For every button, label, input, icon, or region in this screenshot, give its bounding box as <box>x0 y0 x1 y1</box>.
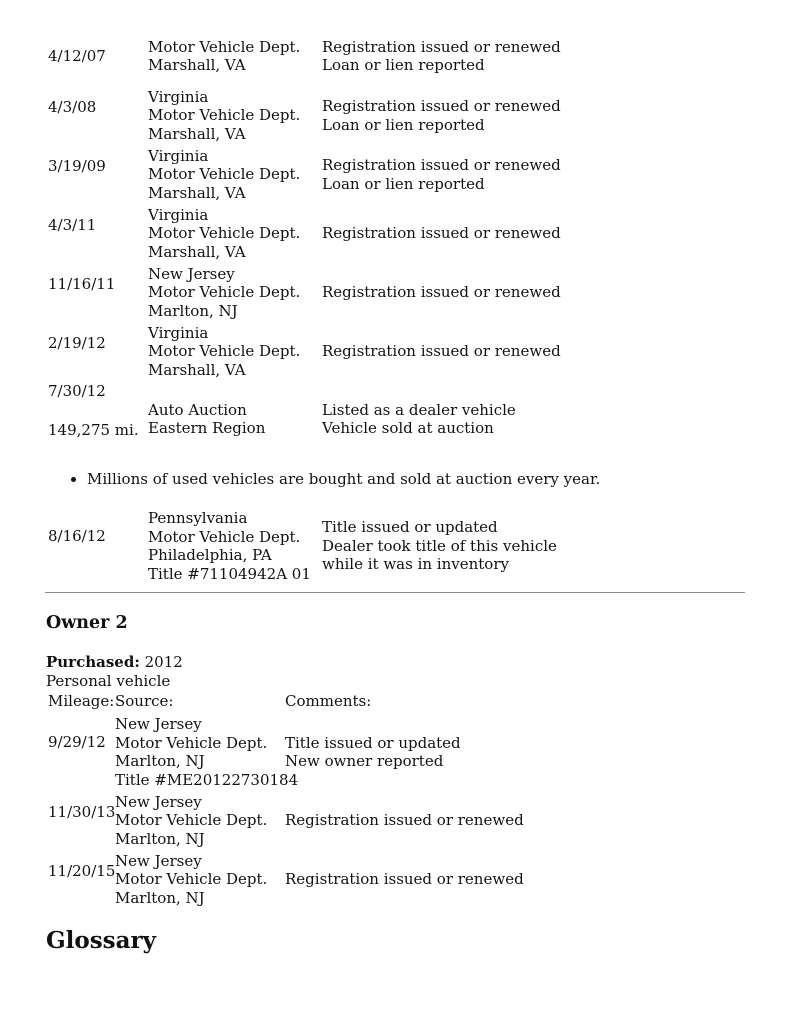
record-comments-cell <box>322 399 516 439</box>
record-date: 4/3/08 <box>48 97 97 116</box>
purchased-line <box>46 653 183 672</box>
source-line: Motor Vehicle Dept. <box>115 811 268 830</box>
source-line: Marshall, VA <box>148 124 246 143</box>
comment-line: Registration issued or renewed <box>322 97 561 115</box>
source-line: New Jersey <box>115 792 202 811</box>
comment-line: Vehicle sold at auction <box>322 419 494 437</box>
source-line: Motor Vehicle Dept. <box>115 733 268 752</box>
record-date: 9/29/12 <box>48 733 106 752</box>
record-source-cell <box>115 792 267 849</box>
record-source-cell <box>148 264 300 321</box>
record-date-cell <box>48 205 96 245</box>
record-comments-cell <box>322 146 561 203</box>
record-date: 4/12/07 <box>48 46 106 65</box>
history-record <box>0 323 791 380</box>
history-record <box>0 382 791 439</box>
auction-note: • Millions of used vehicles are bought and sold at auction every year. <box>87 470 600 489</box>
comment-line: New owner reported <box>285 752 444 770</box>
source-line: Motor Vehicle Dept. <box>148 37 301 56</box>
comment-line: Loan or lien reported <box>322 115 485 134</box>
record-date-cell <box>48 146 106 186</box>
comment-line: Loan or lien reported <box>322 56 485 74</box>
record-date: 3/19/09 <box>48 156 106 175</box>
source-line: Marlton, NJ <box>115 752 205 770</box>
source-line: Motor Vehicle Dept. <box>148 165 301 184</box>
record-source-cell <box>148 36 300 76</box>
comment-line: Registration issued or renewed <box>322 37 561 56</box>
record-date-cell <box>48 508 106 565</box>
source-line: Virginia <box>148 323 209 342</box>
record-date: 11/20/15 <box>48 861 116 880</box>
record-date: 4/3/11 <box>48 215 97 234</box>
source-line: Title #71104942A 01 <box>148 564 311 583</box>
record-source-cell <box>115 714 298 790</box>
comment-line: Registration issued or renewed <box>322 283 561 302</box>
source-line: Virginia <box>148 146 209 165</box>
record-comments-cell <box>322 264 561 321</box>
source-line: Pennsylvania <box>148 509 248 527</box>
record-comments-cell <box>285 792 524 849</box>
record-source-cell <box>148 323 300 380</box>
source-line: Motor Vehicle Dept. <box>148 342 301 361</box>
record-source-cell <box>115 851 267 908</box>
source-line: Motor Vehicle Dept. <box>148 283 301 302</box>
record-date-cell <box>48 264 115 304</box>
history-record <box>0 87 791 144</box>
source-line: Marshall, VA <box>148 360 246 379</box>
source-line: Marshall, VA <box>148 242 246 261</box>
record-comments-cell <box>285 851 524 908</box>
record-comments-cell <box>322 205 561 262</box>
mileage-column-header: Mileage: <box>48 692 115 710</box>
source-line: Auto Auction <box>148 400 247 419</box>
source-line: Eastern Region <box>148 419 266 437</box>
record-date-cell <box>48 851 115 891</box>
vehicle-use-type: Personal vehicle <box>46 672 171 690</box>
source-line: Virginia <box>148 205 209 224</box>
source-line: Marshall, VA <box>148 56 246 74</box>
history-record <box>0 714 791 790</box>
glossary-heading: Glossary <box>46 927 157 954</box>
record-comments-cell <box>322 36 561 76</box>
record-date: 2/19/12 <box>48 333 106 352</box>
source-line: New Jersey <box>115 851 202 870</box>
record-date: 8/16/12 <box>48 527 106 546</box>
section-divider <box>45 592 745 593</box>
comment-line: Registration issued or renewed <box>322 342 561 361</box>
record-date-cell <box>48 792 115 832</box>
record-date: 11/16/11 <box>48 274 116 293</box>
record-date-cell <box>48 36 106 76</box>
owner-2-heading: Owner 2 <box>46 613 128 633</box>
source-line: Motor Vehicle Dept. <box>115 870 268 889</box>
comment-line: Title issued or updated <box>285 733 461 752</box>
record-comments-cell <box>322 87 561 144</box>
source-line: Motor Vehicle Dept. <box>148 527 301 546</box>
comments-column-header: Comments: <box>285 692 372 710</box>
source-line: Marshall, VA <box>148 183 246 202</box>
purchased-label: Purchased: <box>46 653 140 671</box>
source-line: Marlton, NJ <box>148 301 238 320</box>
record-comments-cell <box>285 714 461 790</box>
source-line: Motor Vehicle Dept. <box>148 106 301 125</box>
record-source-cell <box>148 508 311 584</box>
record-comments-cell <box>322 323 561 380</box>
record-source-cell <box>148 399 265 439</box>
comment-line: Registration issued or renewed <box>322 156 561 174</box>
record-comments-cell <box>322 508 557 584</box>
history-record <box>0 146 791 203</box>
source-column-header: Source: <box>115 692 174 710</box>
record-mileage: 149,275 mi. <box>48 420 139 439</box>
record-date: 7/30/12 <box>48 382 106 400</box>
record-date: 11/30/13 <box>48 802 116 821</box>
comment-line: Loan or lien reported <box>322 174 485 193</box>
comment-line: while it was in inventory <box>322 555 509 574</box>
comment-line: Registration issued or renewed <box>285 870 524 889</box>
comment-line: Title issued or updated <box>322 518 498 537</box>
history-record <box>0 264 791 321</box>
record-source-cell <box>148 205 300 262</box>
record-source-cell <box>148 146 300 203</box>
history-record <box>0 205 791 262</box>
auction-note-list <box>70 470 600 489</box>
purchased-value: 2012 <box>139 653 183 671</box>
record-source-cell <box>148 87 300 144</box>
comment-line: Listed as a dealer vehicle <box>322 400 516 419</box>
source-line: New Jersey <box>148 264 235 283</box>
source-line: Marlton, NJ <box>115 829 205 848</box>
source-line: Marlton, NJ <box>115 888 205 907</box>
record-date-cell <box>48 87 96 127</box>
record-date-cell <box>48 714 106 771</box>
source-line: New Jersey <box>115 715 202 733</box>
record-date-cell <box>48 323 106 363</box>
source-line: Title #ME20122730184 <box>115 770 299 789</box>
history-record <box>0 508 791 584</box>
history-record <box>0 36 791 76</box>
history-record <box>0 851 791 908</box>
record-date-cell <box>48 382 139 439</box>
comment-line: Registration issued or renewed <box>322 224 561 243</box>
source-line: Virginia <box>148 87 209 106</box>
comment-line: Registration issued or renewed <box>285 811 524 830</box>
history-record <box>0 792 791 849</box>
comment-line: Dealer took title of this vehicle <box>322 536 557 555</box>
source-line: Motor Vehicle Dept. <box>148 224 301 243</box>
source-line: Philadelphia, PA <box>148 546 272 564</box>
